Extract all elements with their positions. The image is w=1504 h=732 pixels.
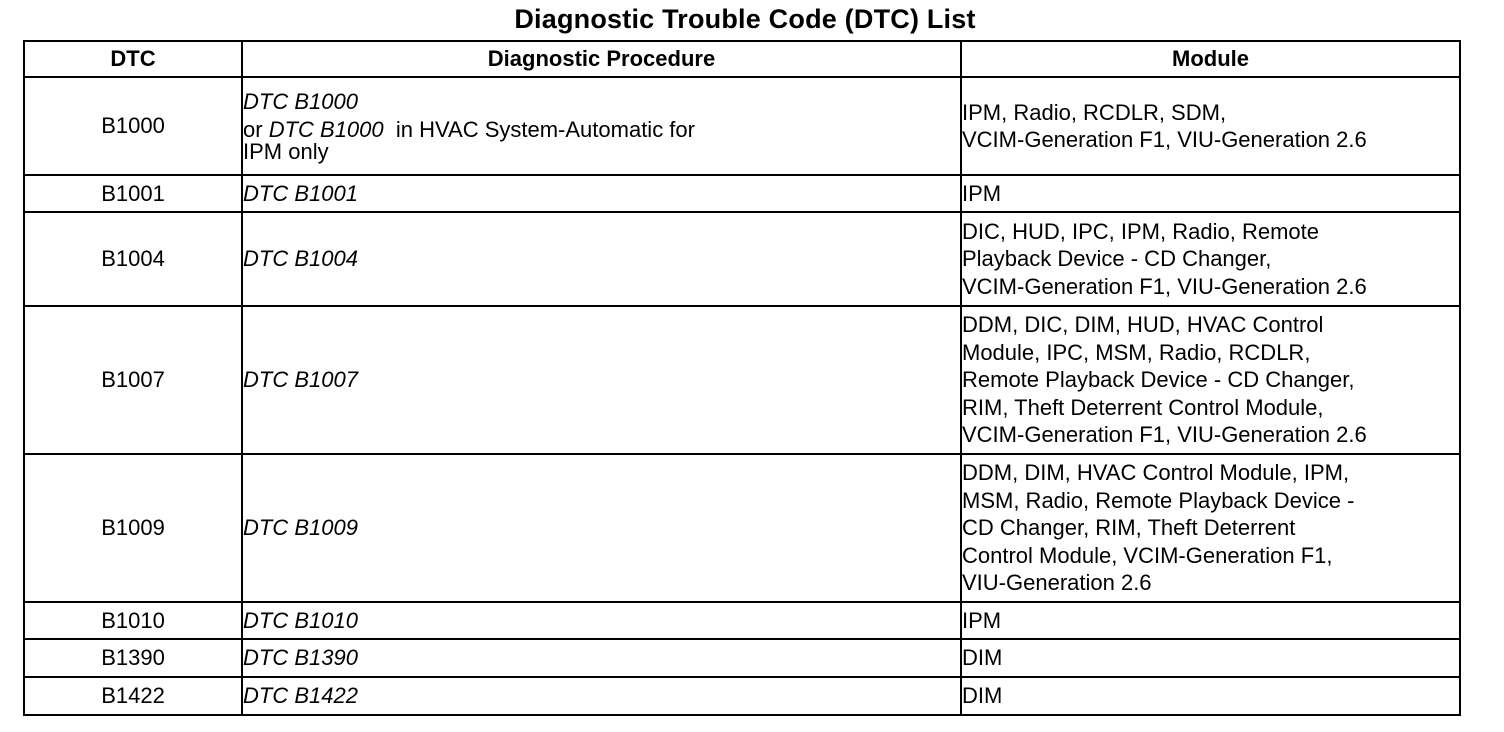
module-cell (961, 77, 1460, 175)
module-cell (961, 602, 1460, 639)
table-row (24, 602, 1460, 639)
procedure-text: or (243, 117, 269, 142)
table-row (24, 306, 1460, 454)
module-line: Module, IPC, MSM, Radio, RCDLR, (962, 339, 1311, 365)
module-line: DIM (962, 645, 1003, 671)
module-cell (961, 677, 1460, 715)
procedure-cell (242, 602, 961, 639)
module-cell (961, 639, 1460, 677)
procedure-cell (242, 454, 961, 602)
module-line: MSM, Radio, Remote Playback Device - (962, 487, 1355, 513)
module-line: IPM, Radio, RCDLR, SDM, (962, 99, 1227, 125)
column-header-procedure: Diagnostic Procedure (242, 41, 961, 77)
procedure-cell (242, 175, 961, 212)
dtc-code-cell: B1007 (24, 306, 242, 454)
procedure-link[interactable]: DTC B1009 (243, 515, 358, 540)
table-row (24, 212, 1460, 306)
module-line: Control Module, VCIM-Generation F1, (962, 542, 1333, 568)
procedure-link[interactable]: DTC B1390 (243, 645, 358, 670)
procedure-cell (242, 639, 961, 677)
module-line: IPM (962, 607, 1002, 633)
module-line: VIU-Generation 2.6 (962, 570, 1152, 596)
dtc-code-cell: B1422 (24, 677, 242, 715)
page-title: Diagnostic Trouble Code (DTC) List (514, 4, 976, 34)
module-line: IPM (962, 180, 1002, 206)
procedure-text: IPM only (243, 139, 329, 164)
module-line: RIM, Theft Deterrent Control Module, (962, 394, 1324, 420)
dtc-code-cell: B1004 (24, 212, 242, 306)
module-line: DIM (962, 683, 1003, 709)
procedure-cell (242, 212, 961, 306)
dtc-code-cell: B1010 (24, 602, 242, 639)
column-header-dtc: DTC (24, 41, 242, 77)
module-cell (961, 306, 1460, 454)
dtc-code-cell: B1000 (24, 77, 242, 175)
module-line: Remote Playback Device - CD Changer, (962, 367, 1355, 393)
module-line: VCIM-Generation F1, VIU-Generation 2.6 (962, 422, 1367, 448)
procedure-link[interactable]: DTC B1004 (243, 246, 358, 271)
procedure-link[interactable]: DTC B1007 (243, 367, 358, 392)
procedure-cell (242, 306, 961, 454)
procedure-cell (242, 77, 961, 175)
dtc-code-cell: B1009 (24, 454, 242, 602)
table-header-row (24, 41, 1460, 77)
module-line: DDM, DIC, DIM, HUD, HVAC Control (962, 312, 1324, 338)
module-line: Playback Device - CD Changer, (962, 246, 1272, 272)
module-cell (961, 454, 1460, 602)
procedure-cell (242, 677, 961, 715)
module-line: DDM, DIM, HVAC Control Module, IPM, (962, 460, 1350, 486)
procedure-link[interactable]: DTC B1000 (243, 89, 358, 114)
dtc-table (23, 40, 1461, 716)
module-line: CD Changer, RIM, Theft Deterrent (962, 515, 1296, 541)
table-row (24, 454, 1460, 602)
column-header-module: Module (961, 41, 1460, 77)
module-line: DIC, HUD, IPC, IPM, Radio, Remote (962, 218, 1319, 244)
procedure-link[interactable]: DTC B1001 (243, 180, 358, 206)
table-row (24, 639, 1460, 677)
table-row (24, 175, 1460, 212)
procedure-link[interactable]: DTC B1422 (243, 683, 358, 708)
module-line: VCIM-Generation F1, VIU-Generation 2.6 (962, 127, 1367, 152)
dtc-code-cell: B1390 (24, 639, 242, 677)
procedure-link[interactable]: DTC B1000 (268, 117, 384, 142)
dtc-code-cell: B1001 (24, 175, 242, 212)
module-cell (961, 212, 1460, 306)
module-line: VCIM-Generation F1, VIU-Generation 2.6 (962, 273, 1367, 299)
table-row (24, 77, 1460, 175)
procedure-text: in HVAC System-Automatic for (383, 117, 695, 142)
table-row (24, 677, 1460, 715)
module-cell (961, 175, 1460, 212)
procedure-link[interactable]: DTC B1010 (243, 607, 358, 633)
